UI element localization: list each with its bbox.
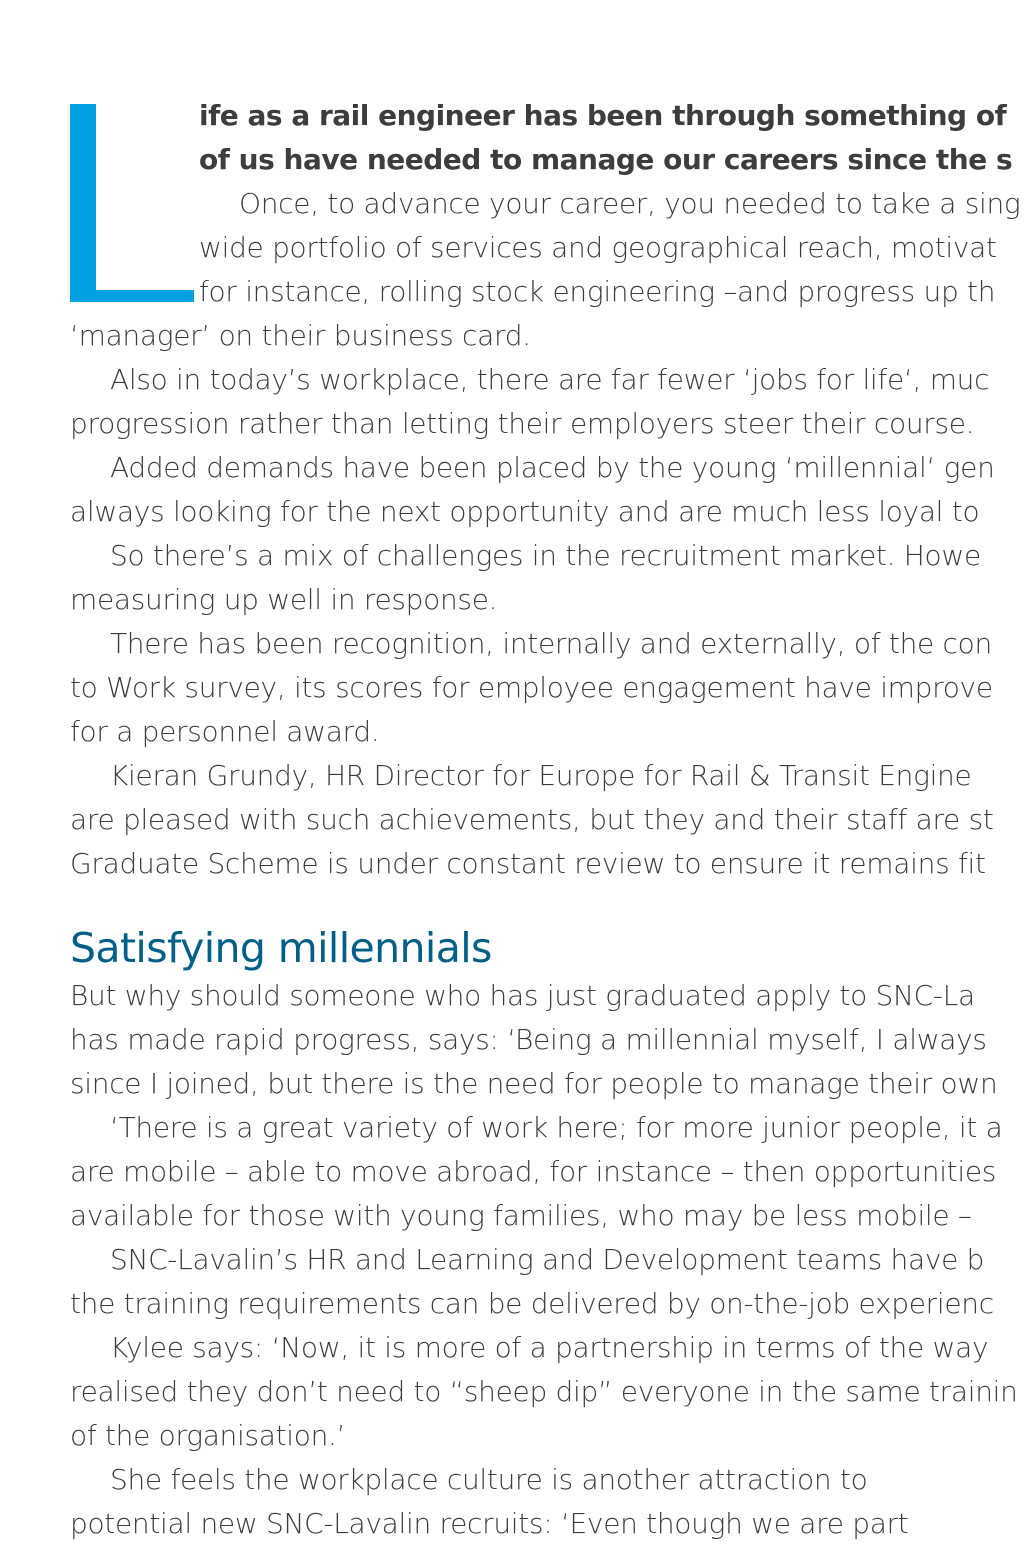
body-line: Added demands have been placed by the young ‘millennial‘ gen [110, 451, 995, 484]
body-line: has made rapid progress, says: ‘Being a millennial myself, I always [70, 1023, 987, 1056]
lead-line: of us have needed to manage our careers since the s [199, 143, 1013, 176]
body-line: Kieran Grundy, HR Director for Europe for Rail & Transit Engine [110, 759, 972, 792]
body-line: are mobile – able to move abroad, for instance – then opportunities [70, 1155, 997, 1188]
body-line: There has been recognition, internally and externally, of the con [110, 627, 992, 660]
body-line: wide portfolio of services and geographical reach, motivat [199, 231, 997, 264]
body-line: Graduate Scheme is under constant review to ensure it remains fit [70, 847, 986, 880]
body-line: to Work survey, its scores for employee engagement have improve [70, 671, 993, 704]
body-line: SNC-Lavalin’s HR and Learning and Development teams have b [110, 1243, 985, 1276]
body-line: are pleased with such achievements, but they and their staff are st [70, 803, 994, 836]
drop-cap-stem [70, 104, 96, 302]
body-line: potential new SNC-Lavalin recruits: ‘Even though we are part [70, 1507, 909, 1540]
body-line: But why should someone who has just graduated apply to SNC-La [70, 979, 975, 1012]
body-line: ‘manager’ on their business card. [70, 319, 531, 352]
body-line: progression rather than letting their employers steer their course. [70, 407, 975, 440]
drop-cap-foot [70, 290, 194, 302]
body-line: realised they don’t need to “sheep dip” everyone in the same trainin [70, 1375, 1018, 1408]
body-line: for a personnel award. [70, 715, 380, 748]
body-line: available for those with young families, who may be less mobile – [70, 1199, 972, 1232]
body-line: So there’s a mix of challenges in the recruitment market. Howe [110, 539, 981, 572]
section-heading: Satisfying millennials [70, 924, 492, 972]
body-line: of the organisation.’ [70, 1419, 346, 1452]
body-line: Once, to advance your career, you needed to take a sing [239, 187, 1021, 220]
body-line: always looking for the next opportunity and are much less loyal to [70, 495, 980, 528]
body-line: ‘There is a great variety of work here; for more junior people, it a [110, 1111, 1003, 1144]
body-line: for instance, rolling stock engineering –and progress up th [199, 275, 996, 308]
body-line: the training requirements can be delivered by on-the-job experienc [70, 1287, 994, 1320]
body-line: since I joined, but there is the need for people to manage their own [70, 1067, 998, 1100]
lead-line: ife as a rail engineer has been through something of [199, 99, 1007, 132]
body-line: She feels the workplace culture is another attraction to [110, 1463, 868, 1496]
body-line: Kylee says: ‘Now, it is more of a partnership in terms of the way [110, 1331, 989, 1364]
body-line: measuring up well in response. [70, 583, 498, 616]
drop-cap [70, 104, 194, 302]
body-line: Also in today’s workplace, there are far fewer ‘jobs for life‘, muc [110, 363, 990, 396]
